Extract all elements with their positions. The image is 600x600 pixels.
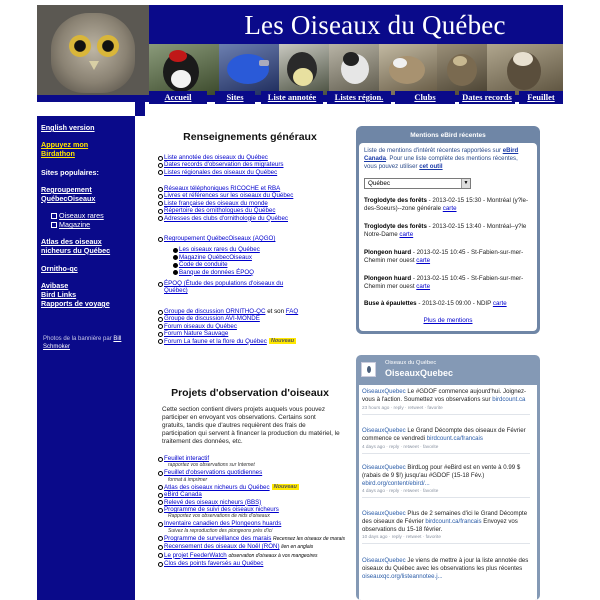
projects-intro: Cette section contient divers projets auquels vous pouvez participer en envoyant vos observations. Certains sont gratuits, tandis que d'autres requièrent des frais de participation qui servent à financer la production du matériel, le traitement des données, etc.: [162, 406, 340, 445]
ebird-body: [359, 143, 537, 331]
twitter-header: [356, 355, 540, 387]
observation-item: [364, 249, 532, 264]
observation-species: Troglodyte des forêts: [364, 197, 427, 204]
observation-item: [364, 197, 532, 212]
credit-link[interactable]: Bill Schmoker: [43, 336, 122, 350]
oiseaux-rares-link[interactable]: Oiseaux rares: [59, 211, 104, 220]
nav-dates-records[interactable]: Dates records: [459, 91, 515, 104]
sparrow-photo: [379, 44, 437, 95]
main-nav: [149, 92, 563, 102]
tweet-text: Plus de 2 semaines d'ici le Grand Décompte des oiseaux de Février: [362, 510, 528, 525]
tweet-text: Le #GDOF commence aujourd'hui. Joignez-vous à l'action. Soumettez vos observations sur: [362, 388, 527, 403]
indigo-bunting-photo: [219, 44, 279, 95]
project-link[interactable]: Programme de surveillance des marais: [164, 534, 272, 542]
popular-heading: Sites populaires:: [41, 168, 99, 177]
list-item[interactable]: Liste française des oiseaux du monde: [164, 199, 268, 207]
ebird-header: Mentions eBird récentes: [410, 132, 486, 139]
project-link[interactable]: Le projet FeederWatch: [164, 551, 227, 559]
atlas-link[interactable]: Atlas des oiseaux nicheurs du Québec: [41, 237, 111, 255]
tweet-link[interactable]: birdcount.ca: [492, 395, 526, 403]
project-link[interactable]: Feuillet interactif: [164, 455, 210, 462]
list-item[interactable]: Adresses des clubs d'ornithologie du Québec: [164, 214, 288, 222]
list-item[interactable]: Magazine QuébecOiseaux: [179, 253, 252, 261]
project-link[interactable]: eBird Canada: [164, 491, 202, 499]
credit-text: Photos de la bannière par: [43, 336, 112, 342]
rapports-de-voyage-link[interactable]: Rapports de voyage: [41, 299, 110, 308]
english-version-link[interactable]: English version: [41, 123, 95, 132]
list-item[interactable]: Forum Nature Sauvage: [164, 330, 229, 338]
observation-species: Plongeon huard: [364, 275, 412, 282]
tweet-text: Je viens de mettre à jour la liste annotée des oiseaux du Québec avec les observations les plus récentes: [362, 557, 529, 572]
site-banner: [37, 5, 563, 102]
list-item[interactable]: Forum La faune et la flore du Québec: [164, 337, 267, 345]
bird-links-link[interactable]: Bird Links: [41, 290, 77, 299]
woodpecker-photo: [149, 44, 219, 95]
warbler-photo: [279, 44, 329, 95]
tweet-user[interactable]: OiseauxQuebec: [362, 427, 406, 434]
region-select[interactable]: [364, 178, 471, 189]
tweet: [362, 388, 530, 415]
birdathon-link[interactable]: Appuyez mon Birdathon: [41, 140, 89, 158]
ebird-panel: [356, 126, 540, 334]
banner-divider: [135, 102, 563, 116]
projects-list: [159, 455, 344, 567]
tweet-meta[interactable]: 4 days ago · reply · retweet · favorite: [362, 443, 439, 449]
observation-text: - 2013-02-15 13:40 - Montréal--y?le Notre-Dame: [364, 223, 527, 238]
section-title-general: Renseignements généraux: [183, 131, 317, 143]
more-observations-link[interactable]: Plus de mentions: [423, 317, 473, 324]
project-link[interactable]: Inventaire canadien des Plongeons huards: [164, 520, 282, 528]
list-item[interactable]: Banque de données ÉPOQ: [179, 268, 254, 276]
left-sidebar: [37, 116, 135, 600]
tweet-user[interactable]: OiseauxQuebec: [362, 557, 406, 564]
project-note: rapportez vos observations sur Internet: [168, 462, 255, 469]
faq-link[interactable]: FAQ: [285, 308, 299, 315]
list-item[interactable]: Listes régionales des oiseaux du Québec: [164, 168, 278, 176]
regroupement-aqgo-link[interactable]: Regroupement QuébecOiseaux (AQGO): [164, 235, 276, 242]
tweet-meta[interactable]: 10 days ago · reply · retweet · favorite: [362, 534, 441, 540]
project-link[interactable]: Feuillet d'observations quotidiennes: [164, 469, 263, 477]
map-link[interactable]: carte: [492, 300, 507, 307]
nav-clubs[interactable]: Clubs: [395, 91, 455, 104]
chickadee-photo: [329, 44, 379, 95]
chevron-down-icon: ▼: [461, 179, 470, 188]
tweet-user[interactable]: OiseauxQuebec: [362, 464, 406, 471]
finch-photo: [437, 44, 487, 95]
project-link[interactable]: Programme de suivi des oiseaux nicheurs: [164, 506, 279, 514]
twitter-subtitle: Oiseaux du Québec: [385, 360, 437, 366]
site-title: Les Oiseaux du Québec: [244, 10, 506, 40]
ebird-desc-text: Liste de mentions d'intérêt récentes rapportées sur: [364, 147, 501, 154]
ebird-canada-link[interactable]: eBird Canada: [364, 147, 519, 162]
tweet: [362, 510, 530, 544]
tweet-user[interactable]: OiseauxQuebec: [362, 510, 406, 517]
nav-listes-region[interactable]: Listes région.: [327, 91, 391, 104]
tweet-user[interactable]: OiseauxQuebec: [362, 388, 406, 395]
tweet-link[interactable]: ebird.org/content/ebird/...: [362, 479, 430, 487]
tweet-link[interactable]: birdcount.ca/francais: [425, 517, 482, 525]
observation-item: [364, 223, 532, 238]
tweet-link[interactable]: oiseauxqc.org/listeannotee.j...: [362, 572, 443, 580]
list-item[interactable]: Groupe de discussion AVI-MONDE: [164, 315, 260, 323]
list-item[interactable]: Livres et références sur les oiseaux du Québec: [164, 192, 294, 200]
magazine-link[interactable]: Magazine: [59, 220, 91, 229]
new-badge: Nouveau: [273, 483, 297, 490]
list-item[interactable]: Répertoire des ornithologues du Québec: [164, 207, 276, 215]
et-son-text: et son: [267, 308, 285, 315]
tweet-text: Le Grand Décompte des oiseaux de Février commence ce vendredi: [362, 427, 526, 442]
bunting-photo: [487, 44, 563, 95]
observation-species: Buse à épaulettes: [364, 300, 417, 307]
tweet-meta[interactable]: 23 hours ago · reply · retweet · favorite: [362, 404, 443, 410]
ebird-desc-text-2: . Pour une liste complète des mentions récentes, vous pouvez utiliser: [364, 155, 518, 170]
banner-credit: [43, 335, 129, 351]
region-select-value: Québec: [368, 180, 391, 187]
observation-species: Plongeon huard: [364, 249, 412, 256]
list-item[interactable]: Réseaux téléphoniques RICOCHE et RBA: [164, 185, 281, 192]
avibase-link[interactable]: Avibase: [41, 281, 69, 290]
section-title-projects: Projets d'observation d'oiseaux: [171, 387, 329, 399]
list-item[interactable]: Code de conduite: [179, 261, 228, 269]
tweet-tail: Envoyez vos observations du 15-18 février.: [362, 517, 518, 533]
tweet-link[interactable]: birdcount.ca/francais: [426, 434, 483, 442]
nav-liste-annotee[interactable]: Liste annotée: [261, 91, 323, 104]
map-link[interactable]: carte: [416, 256, 431, 264]
epoq-line-2: Québec): [164, 287, 188, 295]
nav-feuillet[interactable]: Feuillet: [519, 91, 563, 104]
tweet-feed[interactable]: [359, 385, 537, 600]
cet-outil-link[interactable]: cet outil: [419, 163, 443, 170]
nav-sites[interactable]: Sites: [215, 91, 255, 104]
list-item[interactable]: Les oiseaux rares du Québec: [179, 246, 260, 254]
nav-accueil[interactable]: Accueil: [149, 91, 207, 104]
general-list-1: [159, 154, 344, 176]
map-link[interactable]: carte: [399, 230, 414, 238]
project-link[interactable]: Clos des points faversés au Québec: [164, 560, 264, 568]
observation-text: - 2013-02-15 10:45 - St-Fabien-sur-mer- Chemin mer ouest: [364, 249, 524, 264]
project-link[interactable]: Atlas des oiseaux nicheurs du Québec: [164, 483, 270, 491]
project-note: Suivez la reproduction des plongeons près d'ici: [168, 527, 273, 534]
list-item[interactable]: Liste annotée des oiseaux du Québec: [164, 154, 268, 161]
ornitho-qc-group-link[interactable]: Groupe de discussion ORNITHO-QC: [164, 308, 266, 315]
observation-text: - 2013-02-15 15:30 - Montréal (y?le-des-Soeurs)--zone générale: [364, 197, 529, 212]
list-item[interactable]: Forum oiseaux du Québec: [164, 322, 237, 330]
ornitho-qc-link[interactable]: Ornitho-qc: [41, 264, 78, 273]
list-item[interactable]: Dates records d'observation des migrateurs: [164, 161, 284, 169]
regroupement-link[interactable]: Regroupement QuébecOiseaux: [41, 185, 96, 203]
map-link[interactable]: carte: [416, 282, 431, 290]
epoq-link[interactable]: [164, 280, 283, 294]
project-tail: Recensez les oiseaux de marais: [273, 535, 346, 542]
project-note: Rapportez vos observations de nids d'oiseaux: [168, 513, 270, 520]
tweet-meta[interactable]: 4 days ago · reply · retweet · favorite: [362, 488, 439, 494]
twitter-handle[interactable]: OiseauxQuebec: [385, 368, 454, 378]
ebird-description: [364, 147, 532, 171]
tweet-text: BirdLog pour #eBird est en vente à 0.99 $ (rabais de 9 $!) jusqu'au #GDOF (15-18 Fév.): [362, 464, 521, 479]
regroupement-list: [159, 235, 344, 295]
owl-photo: [37, 5, 149, 95]
observation-species: Troglodyte des forêts: [364, 223, 427, 230]
observation-item: [364, 300, 532, 308]
tweet: [362, 427, 530, 454]
project-tail: observation d'oiseaux à vos mangeoires: [228, 552, 318, 559]
observation-item: [364, 275, 532, 290]
avatar[interactable]: [361, 362, 376, 377]
tweet: [362, 464, 530, 498]
twitter-widget: [356, 355, 540, 600]
epoq-line-1: ÉPOQ (Étude des populations d'oiseaux du: [164, 280, 284, 288]
project-note: format à imprimer: [168, 476, 208, 483]
project-link[interactable]: Recensement des oiseaux de Noël (RON): [164, 543, 280, 551]
map-link[interactable]: carte: [442, 204, 457, 212]
tweet: [362, 557, 530, 583]
observation-text: - 2013-02-15 10:45 - St-Fabien-sur-mer- Chemin mer ouest: [364, 275, 524, 290]
new-badge: Nouveau: [270, 337, 295, 344]
general-list-2: [159, 185, 344, 222]
discussion-list: [159, 308, 344, 345]
observation-text: - 2013-02-15 09:00 - NDIP: [416, 300, 493, 307]
project-link[interactable]: Relevé des oiseaux nicheurs (BBS): [164, 498, 262, 506]
project-tail: lien en anglais: [281, 544, 314, 551]
